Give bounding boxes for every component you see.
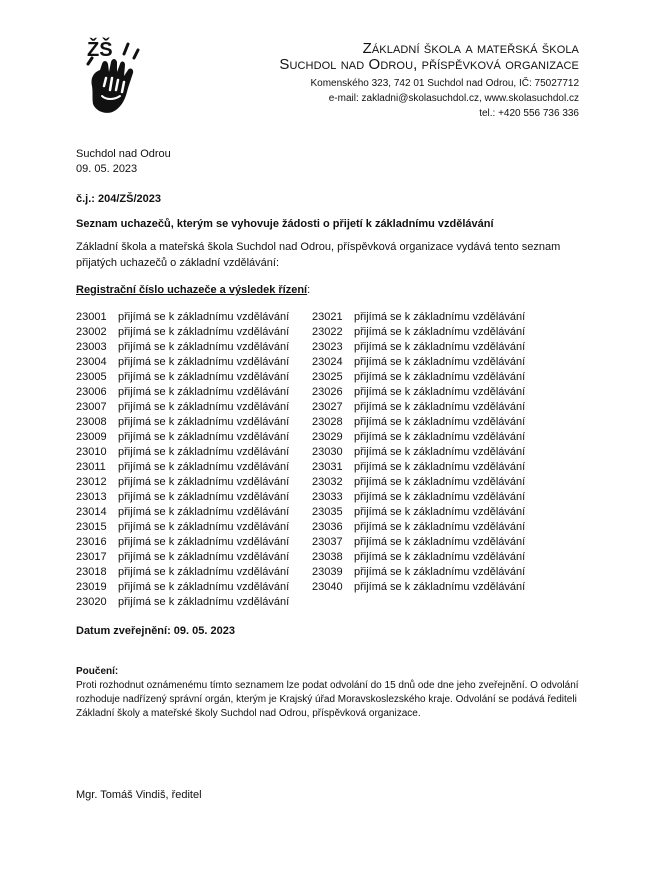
- list-item: [312, 415, 525, 430]
- result-text: přijímá se k základnímu vzdělávání: [118, 461, 290, 473]
- result-text: přijímá se k základnímu vzdělávání: [354, 416, 526, 428]
- result-text: přijímá se k základnímu vzdělávání: [354, 491, 526, 503]
- registration-number: 23026: [312, 386, 343, 398]
- result-text: přijímá se k základnímu vzdělávání: [118, 596, 290, 608]
- list-item: [76, 340, 289, 355]
- result-text: přijímá se k základnímu vzdělávání: [118, 416, 290, 428]
- registration-number: 23004: [76, 356, 107, 368]
- list-item: [312, 565, 525, 580]
- result-text: přijímá se k základnímu vzdělávání: [118, 371, 290, 383]
- list-item: [76, 385, 289, 400]
- registration-number: 23035: [312, 506, 343, 518]
- registration-number: 23005: [76, 371, 107, 383]
- list-item: [312, 475, 525, 490]
- registration-number: 23023: [312, 341, 343, 353]
- list-item: [76, 595, 289, 610]
- registration-number: 23009: [76, 431, 107, 443]
- result-text: přijímá se k základnímu vzdělávání: [354, 311, 526, 323]
- document-date: 09. 05. 2023: [76, 163, 138, 175]
- school-address: Komenského 323, 742 01 Suchdol nad Odrou, IČ: 75027712: [310, 78, 579, 89]
- signature: Mgr. Tomáš Vindiš, ředitel: [76, 789, 202, 801]
- intro-line-2: přijatých uchazečů o základní vzdělávání:: [76, 257, 280, 269]
- instruction-text: Proti rozhodnut oznámenému tímto seznamem lze podat odvolání do 15 dnů ode dne jeho zveřejnění. O odvolání rozhoduje nadřízený správní orgán, kterým je Krajský úřad Moravskoslezského kraje. Odvolání se podává řediteli Základní školy a mateřské školy Suchdol nad Odrou, příspěvková organizace.: [76, 680, 579, 719]
- list-item: [312, 490, 525, 505]
- list-item: [312, 535, 525, 550]
- results-list: [76, 310, 546, 610]
- letterhead: [279, 41, 579, 121]
- result-text: přijímá se k základnímu vzdělávání: [354, 326, 526, 338]
- registration-number: 23001: [76, 311, 107, 323]
- result-text: přijímá se k základnímu vzdělávání: [118, 401, 290, 413]
- list-heading-colon: :: [307, 284, 311, 296]
- list-item: [76, 460, 289, 475]
- results-column-right: [312, 310, 525, 595]
- registration-number: 23033: [312, 491, 343, 503]
- registration-number: 23008: [76, 416, 107, 428]
- list-item: [312, 355, 525, 370]
- results-column-left: [76, 310, 289, 610]
- registration-number: 23018: [76, 566, 107, 578]
- result-text: přijímá se k základnímu vzdělávání: [118, 431, 290, 443]
- registration-number: 23021: [312, 311, 343, 323]
- list-item: [76, 520, 289, 535]
- result-text: přijímá se k základnímu vzdělávání: [354, 431, 526, 443]
- registration-number: 23030: [312, 446, 343, 458]
- registration-number: 23007: [76, 401, 107, 413]
- result-text: přijímá se k základnímu vzdělávání: [118, 386, 290, 398]
- result-text: přijímá se k základnímu vzdělávání: [354, 476, 526, 488]
- result-text: přijímá se k základnímu vzdělávání: [118, 326, 290, 338]
- registration-number: 23039: [312, 566, 343, 578]
- list-item: [76, 355, 289, 370]
- list-item: [76, 415, 289, 430]
- result-text: přijímá se k základnímu vzdělávání: [354, 386, 526, 398]
- registration-number: 23002: [76, 326, 107, 338]
- list-item: [76, 535, 289, 550]
- hand-print-icon: [84, 34, 144, 116]
- list-item: [76, 550, 289, 565]
- list-item: [312, 340, 525, 355]
- registration-number: 23040: [312, 581, 343, 593]
- result-text: přijímá se k základnímu vzdělávání: [118, 566, 290, 578]
- result-text: přijímá se k základnímu vzdělávání: [354, 521, 526, 533]
- result-text: přijímá se k základnímu vzdělávání: [354, 341, 526, 353]
- result-text: přijímá se k základnímu vzdělávání: [118, 491, 290, 503]
- registration-number: 23015: [76, 521, 107, 533]
- intro-text: [76, 241, 596, 270]
- list-item: [312, 430, 525, 445]
- list-item: [76, 310, 289, 325]
- registration-number: 23028: [312, 416, 343, 428]
- list-item: [76, 580, 289, 595]
- result-text: přijímá se k základnímu vzdělávání: [354, 356, 526, 368]
- registration-number: 23011: [76, 461, 106, 473]
- school-phone: tel.: +420 556 736 336: [479, 108, 579, 119]
- result-text: přijímá se k základnímu vzdělávání: [118, 521, 290, 533]
- list-item: [312, 325, 525, 340]
- result-text: přijímá se k základnímu vzdělávání: [118, 356, 290, 368]
- list-item: [312, 520, 525, 535]
- intro-line-1: Základní škola a mateřská škola Suchdol nad Odrou, příspěvková organizace vydává tento seznam: [76, 241, 561, 253]
- list-item: [76, 490, 289, 505]
- list-heading: [76, 284, 310, 297]
- document-title: Seznam uchazečů, kterým se vyhovuje žádosti o přijetí k základnímu vzdělávání: [76, 218, 494, 230]
- list-item: [312, 370, 525, 385]
- list-item: [76, 565, 289, 580]
- result-text: přijímá se k základnímu vzdělávání: [354, 401, 526, 413]
- list-item: [312, 460, 525, 475]
- registration-number: 23003: [76, 341, 107, 353]
- registration-number: 23014: [76, 506, 107, 518]
- list-item: [76, 430, 289, 445]
- result-text: přijímá se k základnímu vzdělávání: [354, 506, 526, 518]
- result-text: přijímá se k základnímu vzdělávání: [354, 551, 526, 563]
- registration-number: 23010: [76, 446, 107, 458]
- result-text: přijímá se k základnímu vzdělávání: [118, 506, 290, 518]
- registration-number: 23017: [76, 551, 107, 563]
- logo-letters: ŽŠ: [87, 39, 113, 61]
- registration-number: 23029: [312, 431, 343, 443]
- registration-number: 23012: [76, 476, 107, 488]
- registration-number: 23037: [312, 536, 343, 548]
- school-email-web: e-mail: zakladni@skolasuchdol.cz, www.skolasuchdol.cz: [328, 93, 579, 104]
- registration-number: 23031: [312, 461, 343, 473]
- registration-number: 23027: [312, 401, 343, 413]
- list-item: [312, 400, 525, 415]
- result-text: přijímá se k základnímu vzdělávání: [118, 476, 290, 488]
- registration-number: 23016: [76, 536, 107, 548]
- result-text: přijímá se k základnímu vzdělávání: [118, 341, 290, 353]
- registration-number: 23006: [76, 386, 107, 398]
- registration-number: 23022: [312, 326, 343, 338]
- registration-number: 23024: [312, 356, 343, 368]
- list-item: [312, 580, 525, 595]
- list-item: [76, 370, 289, 385]
- list-heading-text: Registrační číslo uchazeče a výsledek řízení: [76, 284, 308, 296]
- registration-number: 23032: [312, 476, 343, 488]
- result-text: přijímá se k základnímu vzdělávání: [118, 311, 290, 323]
- school-name: Základní škola a mateřská škola: [362, 40, 579, 57]
- place: Suchdol nad Odrou: [76, 148, 171, 160]
- registration-number: 23013: [76, 491, 107, 503]
- instruction-heading: Poučení:: [76, 666, 119, 677]
- result-text: přijímá se k základnímu vzdělávání: [354, 461, 526, 473]
- result-text: přijímá se k základnímu vzdělávání: [354, 446, 526, 458]
- list-item: [312, 505, 525, 520]
- publication-date: Datum zveřejnění: 09. 05. 2023: [76, 625, 235, 637]
- result-text: přijímá se k základnímu vzdělávání: [118, 581, 290, 593]
- registration-number: 23019: [76, 581, 107, 593]
- list-item: [312, 385, 525, 400]
- list-item: [76, 445, 289, 460]
- result-text: přijímá se k základnímu vzdělávání: [118, 536, 290, 548]
- list-item: [76, 475, 289, 490]
- list-item: [76, 505, 289, 520]
- result-text: přijímá se k základnímu vzdělávání: [118, 446, 290, 458]
- list-item: [76, 325, 289, 340]
- result-text: přijímá se k základnímu vzdělávání: [354, 581, 526, 593]
- result-text: přijímá se k základnímu vzdělávání: [118, 551, 290, 563]
- registration-number: 23020: [76, 596, 107, 608]
- result-text: přijímá se k základnímu vzdělávání: [354, 566, 526, 578]
- reference-number: č.j.: 204/ZŠ/2023: [76, 193, 161, 205]
- registration-number: 23036: [312, 521, 343, 533]
- school-name-line2: Suchdol nad Odrou, příspěvková organizace: [279, 56, 579, 73]
- registration-number: 23025: [312, 371, 343, 383]
- list-item: [76, 400, 289, 415]
- result-text: přijímá se k základnímu vzdělávání: [354, 371, 526, 383]
- result-text: přijímá se k základnímu vzdělávání: [354, 536, 526, 548]
- list-item: [312, 310, 525, 325]
- list-item: [312, 550, 525, 565]
- list-item: [312, 445, 525, 460]
- registration-number: 23038: [312, 551, 343, 563]
